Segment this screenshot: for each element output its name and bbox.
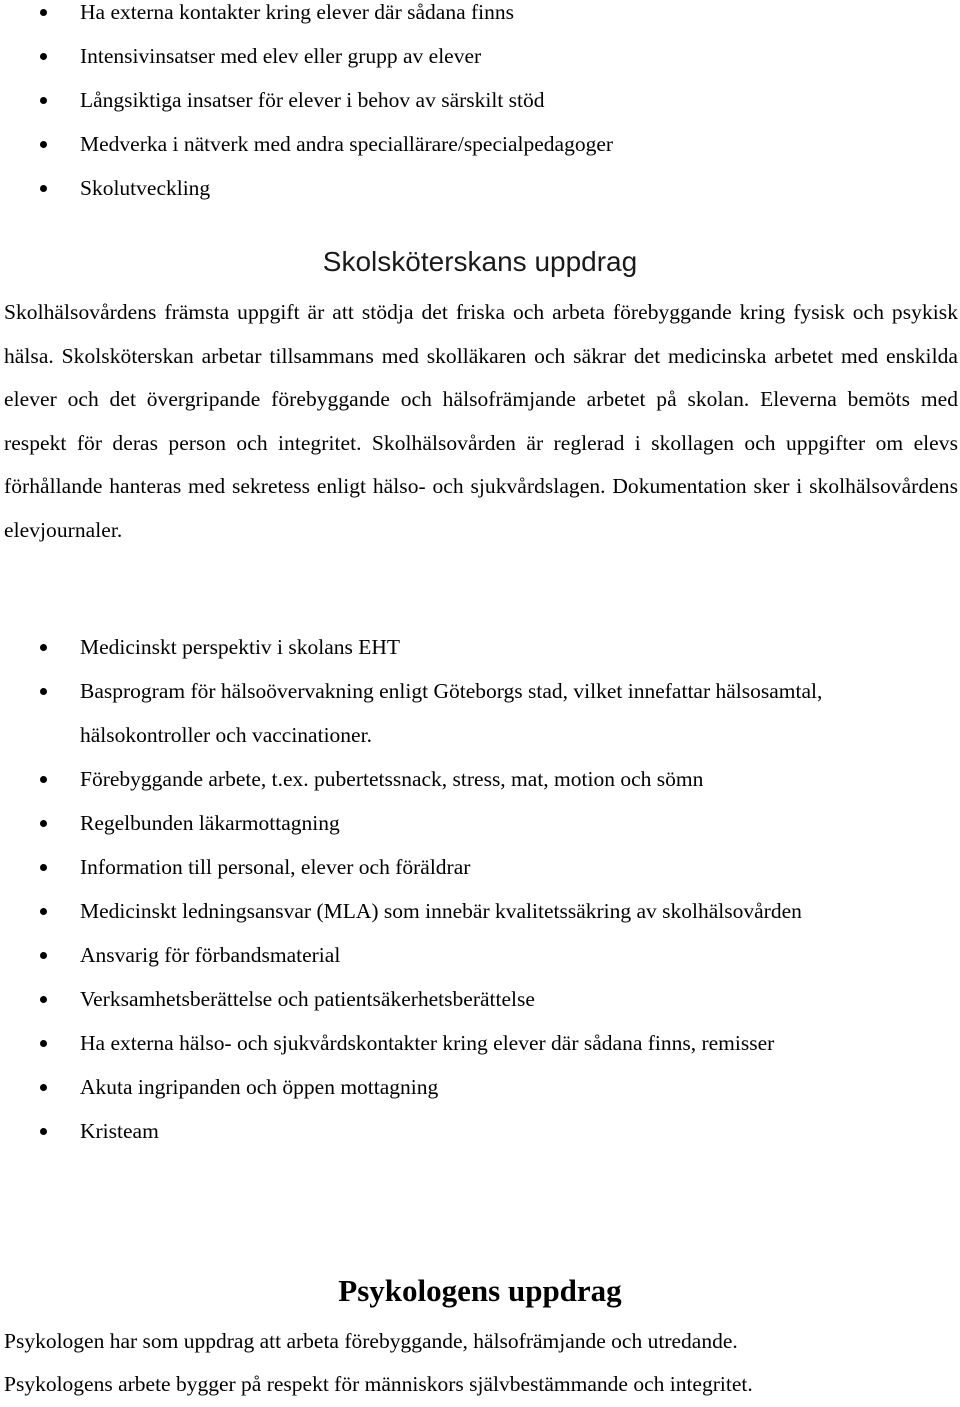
bullet-icon [40,776,47,783]
bullet-icon [40,9,47,16]
bullet-icon [40,908,47,915]
list-item-text: Basprogram för hälsoövervakning enligt Göteborgs stad, vilket innefattar hälsosamtal, hälsokontroller och vaccinationer. [80,679,823,747]
psychologist-line-1: Psykologen har som uppdrag att arbeta förebyggande, hälsofrämjande och utredande. [4,1329,738,1353]
bullet-icon [40,185,47,192]
list-item-text: Regelbunden läkarmottagning [80,811,340,835]
bullet-icon [40,820,47,827]
bullet-icon [40,644,47,651]
school-nurse-paragraph: Skolhälsovårdens främsta uppgift är att stödja det friska och arbeta förebyggande kring fysisk och psykisk hälsa. Skolsköterskan arbetar tillsammans med skolläkaren och säkrar det medicinska arbetet med enskilda elever och det övergripande förebyggande och hälsofrämjande arbetet på skolan. Eleverna bemöts med respekt för deras person och integritet. Skolhälsovården är reglerad i skollagen och uppgifter om elevs förhållande hanteras med sekretess enligt hälso- och sjukvårdslagen. Dokumentation sker i skolhälsovårdens elevjournaler. [4,300,958,542]
list-item-text: Långsiktiga insatser för elever i behov av särskilt stöd [80,88,545,112]
list-item [0,1065,960,1109]
list-item [0,845,960,889]
list-item-text: Information till personal, elever och föräldrar [80,855,471,879]
bullet-icon [40,688,47,695]
list-item-text: Intensivinsatser med elev eller grupp av elever [80,44,482,68]
list-item [0,977,960,1021]
list-item [0,933,960,977]
list-item-text: Verksamhetsberättelse och patientsäkerhetsberättelse [80,987,535,1011]
list-item [0,78,960,122]
psychologist-line-2: Psykologens arbete bygger på respekt för människors självbestämmande och integritet. [4,1372,753,1396]
list-item [0,0,960,34]
list-item-text: Medicinskt ledningsansvar (MLA) som innebär kvalitetssäkring av skolhälsovården [80,899,802,923]
bullet-icon [40,864,47,871]
list-item [0,669,960,757]
list-item-text: Ansvarig för förbandsmaterial [80,943,341,967]
list-item-text: Akuta ingripanden och öppen mottagning [80,1075,439,1099]
school-nurse-heading: Skolsköterskans uppdrag [322,246,638,277]
list-item [0,801,960,845]
list-item [0,166,960,210]
bullet-icon [40,53,47,60]
list-item-text: Ha externa hälso- och sjukvårdskontakter kring elever där sådana finns, remisser [80,1031,775,1055]
bullet-icon [40,1040,47,1047]
list-item [0,122,960,166]
bullet-icon [40,1084,47,1091]
list-item-text: Skolutveckling [80,176,211,200]
list-item-text: Medverka i nätverk med andra speciallärare/specialpedagoger [80,132,614,156]
list-item-text: Medicinskt perspektiv i skolans EHT [80,635,401,659]
list-item [0,757,960,801]
bullet-icon [40,1128,47,1135]
psychologist-heading: Psykologens uppdrag [338,1273,622,1308]
list-item [0,1109,960,1153]
list-item [0,34,960,78]
list-item-text: Förebyggande arbete, t.ex. pubertetssnack, stress, mat, motion och sömn [80,767,704,791]
list-item-text: Ha externa kontakter kring elever där sådana finns [80,0,514,24]
support-tasks-list [0,0,960,210]
list-item [0,889,960,933]
bullet-icon [40,97,47,104]
bullet-icon [40,952,47,959]
list-item [0,625,960,669]
list-item [0,1021,960,1065]
list-item-text: Kristeam [80,1119,159,1143]
school-nurse-tasks-list [0,625,960,1153]
bullet-icon [40,141,47,148]
bullet-icon [40,996,47,1003]
